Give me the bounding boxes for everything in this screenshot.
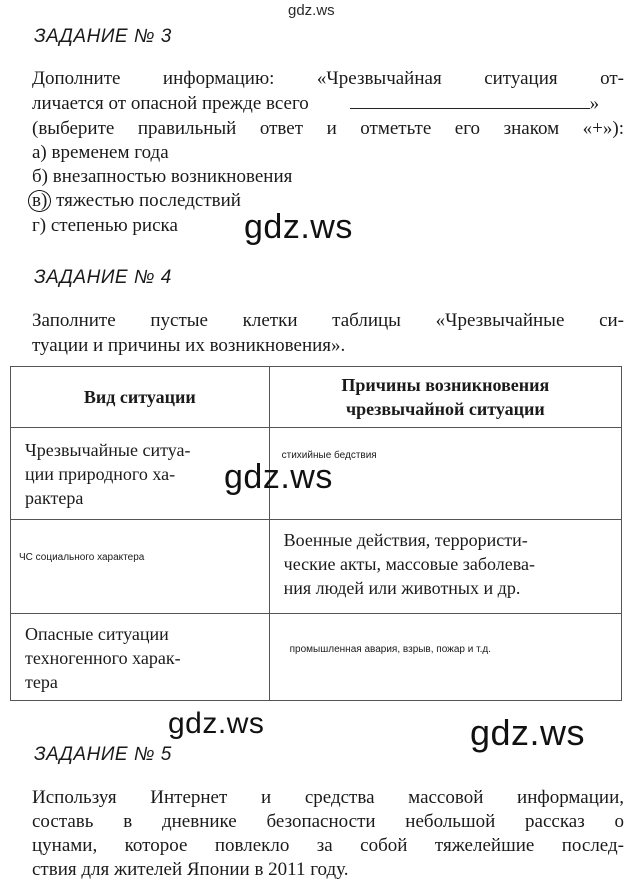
option-text: тяжестью последствий: [56, 190, 241, 211]
table-cell-answer[interactable]: [269, 614, 621, 701]
cell-line: Военные действия, террористи-: [283, 530, 528, 550]
cell-line: ния людей или животных и др.: [283, 578, 521, 598]
col-header-situation: [11, 367, 270, 428]
option-letter: а): [32, 142, 47, 163]
option-letter: б): [32, 166, 48, 187]
option-letter: г): [32, 215, 47, 236]
col2-header-line2: чрезвычайной ситуации: [345, 399, 545, 419]
task5-line1: Используя Интернет и средства массовой информации,: [32, 787, 624, 808]
option-b[interactable]: [32, 164, 292, 189]
col-header-causes: [269, 367, 621, 428]
table-row: [11, 520, 622, 614]
answer-blank[interactable]: [350, 93, 590, 109]
cell-line: рактера: [25, 488, 84, 508]
task3-line2: [32, 91, 624, 116]
option-text: внезапностью возникновения: [52, 166, 293, 187]
watermark-top: gdz.ws: [288, 2, 335, 19]
option-a[interactable]: [32, 140, 169, 165]
watermark: gdz.ws: [470, 712, 586, 753]
col2-header-line1: Причины возникновения: [341, 375, 550, 395]
option-c-selected[interactable]: [32, 188, 241, 213]
cell-line: ческие акты, массовые заболева-: [283, 554, 535, 574]
task5-heading: ЗАДАНИЕ № 5: [34, 744, 172, 765]
task5-line4: ствия для жителей Японии в 2011 году.: [32, 859, 349, 880]
cell-line: Опасные ситуации: [25, 624, 169, 644]
cell-line: ции природного ха-: [25, 464, 176, 484]
watermark: gdz.ws: [244, 208, 353, 246]
situations-table: [10, 366, 622, 701]
task3-heading: ЗАДАНИЕ № 3: [34, 26, 172, 47]
task4-line2: туации и причины их возникновения».: [32, 335, 346, 356]
task5-text: [32, 786, 624, 882]
task3-line3: (выберите правильный ответ и отметьте его знаком «+»):: [32, 118, 624, 139]
task4-line1: Заполните пустые клетки таблицы «Чрезвычайные си-: [32, 310, 624, 331]
task4-text: [32, 308, 624, 358]
handwritten-answer: промышленная авария, взрыв, пожар и т.д.: [289, 644, 491, 655]
table-row: [11, 614, 622, 701]
task3-line2-start: личается от опасной прежде всего: [32, 93, 309, 114]
cell-line: Чрезвычайные ситуа-: [25, 440, 191, 460]
task3-line1: Дополните информацию: «Чрезвычайная ситуация от-: [32, 68, 624, 89]
table-header-row: [11, 367, 622, 428]
task4-heading: ЗАДАНИЕ № 4: [34, 267, 172, 288]
handwritten-answer: ЧС социального характера: [19, 552, 145, 563]
col1-header-text: Вид ситуации: [83, 387, 196, 407]
task3-text: [32, 66, 624, 141]
table-cell-answer[interactable]: [11, 520, 270, 614]
task5-line3: цунами, которое повлекло за собой тяжелейшие послед-: [32, 835, 624, 856]
option-text: временем года: [51, 142, 169, 163]
table-cell: [269, 520, 621, 614]
option-d[interactable]: [32, 213, 178, 238]
selected-answer-circle: в): [28, 190, 51, 212]
task5-line2: составь в дневнике безопасности небольшой рассказ о: [32, 811, 624, 832]
task3-line2-end: »: [589, 93, 600, 114]
cell-line: техногенного харак-: [25, 648, 181, 668]
table-cell: [11, 614, 270, 701]
watermark: gdz.ws: [168, 707, 265, 740]
handwritten-answer: стихийные бедствия: [281, 450, 377, 461]
watermark: gdz.ws: [224, 458, 333, 496]
cell-line: тера: [25, 672, 58, 692]
option-text: степенью риска: [50, 215, 178, 236]
